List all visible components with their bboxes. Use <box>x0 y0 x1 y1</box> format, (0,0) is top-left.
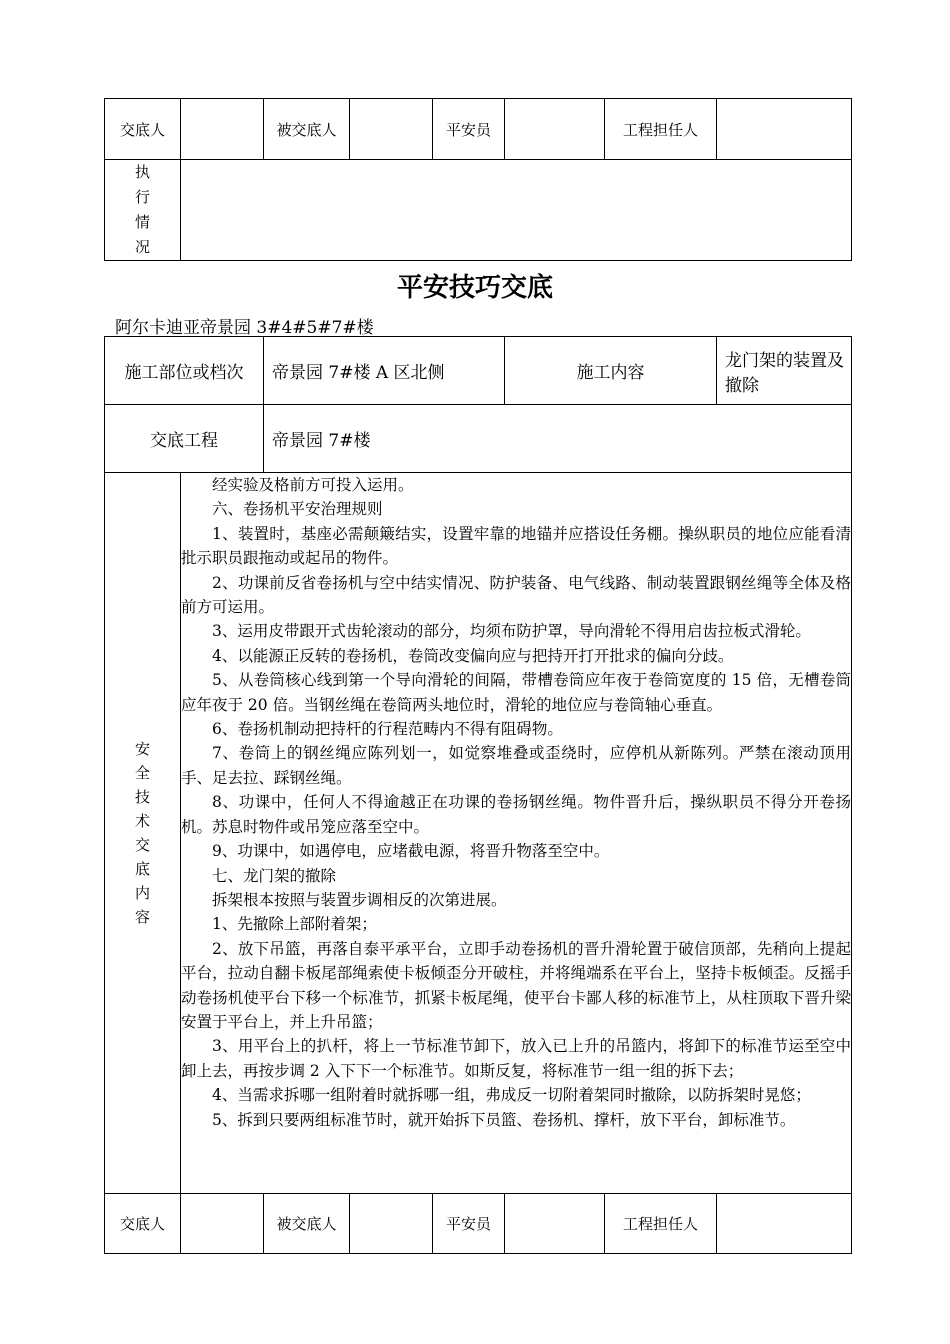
safety-label-char: 内 <box>134 884 150 902</box>
discloser-label: 交底人 <box>105 1194 181 1254</box>
execution-label-char: 情 <box>134 213 150 231</box>
execution-label-char: 执 <box>134 163 150 181</box>
content-paragraph: 8、功课中，任何人不得逾越正在功课的卷扬钢丝绳。物件晋升后，操纵职员不得分开卷扬机。苏息时物件或吊笼应落至空中。 <box>181 793 852 836</box>
signature-row <box>105 99 852 160</box>
content-paragraph: 2、放下吊篮，再落自泰平承平台，立即手动卷扬机的晋升滑轮置于破信顶部，先稍向上提起平台，拉动自翻卡板尾部绳索使卡板倾歪分开破柱，并将绳端系在平台上，坚持卡板倾歪。反摇手动卷扬机使平台下移一个标准节，抓紧卡板尾绳，使平台卡鄙人移的标准节上，从柱顶取下晋升梁安置于平台上，并上升吊篮； <box>181 939 852 1031</box>
content-paragraph: 七、龙门架的撤除 <box>212 866 337 885</box>
location-label: 施工部位或档次 <box>105 337 264 405</box>
recipient-field[interactable] <box>350 1194 433 1254</box>
project-lead-label: 工程担任人 <box>605 1194 717 1254</box>
content-paragraph: 1、先撤除上部附着架； <box>212 915 377 934</box>
project-lead-label: 工程担任人 <box>605 99 717 160</box>
safety-label-char: 交 <box>134 836 150 854</box>
project-row <box>105 405 852 473</box>
safety-label-char: 技 <box>134 788 150 806</box>
project-label: 交底工程 <box>105 405 264 473</box>
safety-content-body <box>181 473 852 1194</box>
content-paragraph: 拆架根本按照与装置步调相反的次第进展。 <box>212 890 507 909</box>
safety-officer-field[interactable] <box>505 1194 605 1254</box>
safety-officer-field[interactable] <box>505 99 605 160</box>
bottom-signature-row <box>105 1194 852 1254</box>
content-paragraph: 1、装置时，基座必需颠簸结实，设置牢靠的地锚并应搭设任务棚。操纵职员的地位应能看清批示职员跟拖动或起吊的物件。 <box>181 524 852 568</box>
execution-field[interactable] <box>181 160 852 261</box>
safety-officer-label: 平安员 <box>433 1194 505 1254</box>
project-name: 阿尔卡迪亚帝景园 3#4#5#7#楼 <box>115 318 374 338</box>
execution-label-char: 行 <box>134 188 150 206</box>
content-paragraph: 5、拆到只要两组标准节时，就开始拆下员篮、卷扬机、撑杆，放下平台，卸标准节。 <box>212 1110 796 1129</box>
safety-officer-label: 平安员 <box>433 99 505 160</box>
content-paragraph: 6、卷扬机制动把持杆的行程范畴内不得有阻碍物。 <box>212 720 563 739</box>
location-value: 帝景园 7#楼 A 区北侧 <box>264 337 505 405</box>
project-lead-field[interactable] <box>717 99 852 160</box>
document-title: 平安技巧交底 <box>396 273 553 303</box>
safety-label-char: 全 <box>134 764 150 782</box>
content-paragraph: 2、功课前反省卷扬机与空中结实情况、防护装备、电气线路、制动装置跟钢丝绳等全体及格前方可运用。 <box>181 573 852 617</box>
project-value: 帝景园 7#楼 <box>264 405 852 473</box>
content-paragraph: 六、卷扬机平安治理规则 <box>212 500 383 519</box>
execution-label-char: 况 <box>134 238 150 256</box>
safety-label-char: 容 <box>134 908 150 926</box>
content-paragraph: 7、卷筒上的钢丝绳应陈列划一，如觉察堆叠或歪绕时，应停机从新陈列。严禁在滚动顶用手、足去拉、踩钢丝绳。 <box>181 744 852 787</box>
content-paragraph: 经实验及格前方可投入运用。 <box>212 476 414 494</box>
recipient-label: 被交底人 <box>264 99 350 160</box>
content-paragraph: 3、运用皮带跟开式齿轮滚动的部分，均须布防护罩，导向滑轮不得用启齿拉板式滑轮。 <box>212 622 811 641</box>
project-lead-field[interactable] <box>717 1194 852 1254</box>
content-paragraph: 3、用平台上的扒杆，将上一节标准节卸下，放入已上升的吊篮内，将卸下的标准节运至空中卸上去，再按步调 2 入下下一个标准节。如斯反复，将标准节一组一组的拆下去； <box>181 1037 852 1080</box>
recipient-field[interactable] <box>350 99 433 160</box>
discloser-label: 交底人 <box>105 99 181 160</box>
execution-label <box>105 160 181 261</box>
disclosure-table <box>104 336 852 1254</box>
work-content-label: 施工内容 <box>505 337 717 405</box>
content-paragraph: 9、功课中，如遇停电，应堵截电源，将晋升物落至空中。 <box>212 842 610 861</box>
safety-label-char: 安 <box>134 740 150 758</box>
location-row <box>105 337 852 405</box>
content-paragraph: 4、以能源正反转的卷扬机，卷筒改变偏向应与把持开打开批求的偏向分歧。 <box>212 646 734 665</box>
safety-content-row <box>105 473 852 1194</box>
content-paragraph: 4、当需求拆哪一组附着时就拆哪一组，弗成反一切附着架同时撤除，以防拆架时晃悠； <box>212 1086 811 1105</box>
discloser-field[interactable] <box>181 1194 264 1254</box>
execution-row <box>105 160 852 261</box>
safety-label-char: 底 <box>134 860 150 878</box>
discloser-field[interactable] <box>181 99 264 160</box>
top-signature-table <box>104 98 852 261</box>
content-paragraph: 5、从卷筒核心线到第一个导向滑轮的间隔，带槽卷筒应年夜于卷筒宽度的 15 倍，无槽卷筒应年夜于 20 倍。当钢丝绳在卷筒两头地位时，滑轮的地位应与卷筒轴心垂直。 <box>181 671 852 714</box>
safety-label-char: 术 <box>134 812 150 830</box>
work-content-value: 龙门架的装置及撤除 <box>717 337 852 405</box>
safety-content-label <box>105 473 181 1194</box>
recipient-label: 被交底人 <box>264 1194 350 1254</box>
